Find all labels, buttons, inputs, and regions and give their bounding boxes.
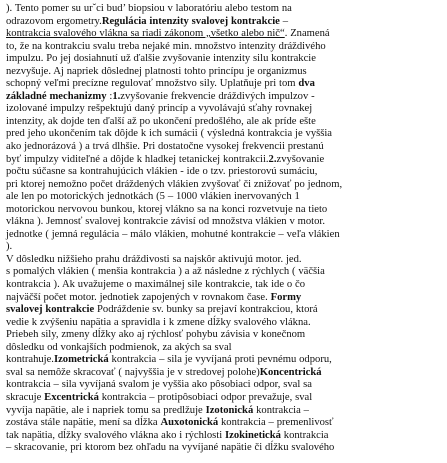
underlined-text-run: kontrakcia svalového vlákna sa riadi zákonom „všetko alebo nič“	[6, 28, 285, 40]
text-run: ale len po motorických jednotkách (5 – 1000 vlákien inervovaných 1	[6, 191, 300, 203]
text-line	[6, 78, 440, 91]
text-run: odrazovom ergometry.	[6, 15, 102, 27]
bold-text-run: Izometrická	[53, 354, 109, 366]
text-run: najväčší počet motor. jednotiek zapojených v rovnakom čase.	[6, 291, 271, 303]
text-run: kontrakcia – protipôsobiaci odpor prevažuje, sval	[98, 391, 313, 403]
text-run: :	[106, 90, 113, 102]
text-line	[6, 292, 440, 305]
text-line	[6, 166, 440, 179]
text-run: vedie k zvýšeniu napätia a spravidla i k zmene dĺžky svalového vlákna.	[6, 316, 311, 328]
text-run: nezvyšuje. Aj napriek dôslednej platnosti tohto princípu je organizmus	[6, 65, 307, 77]
bold-text-run: 1.	[112, 90, 121, 102]
text-run: kontrakcia – premenlivosť	[218, 417, 334, 429]
bold-text-run: Izokinetická	[225, 429, 281, 441]
text-run: to, že na kontrakciu svalu treba nejaké min. množstvo intenzity dráždivého	[6, 40, 326, 52]
text-line	[6, 141, 440, 154]
text-line	[6, 254, 440, 267]
bold-text-run: Formy	[270, 291, 302, 303]
text-line	[6, 179, 440, 192]
text-line	[6, 128, 440, 141]
text-run: ako jednorázová ) a trvá dlhšie. Pri dostatočne vysokej frekvencii prestanú	[6, 141, 324, 153]
text-run: kontrakcia	[280, 429, 329, 441]
text-line	[6, 204, 440, 217]
text-run: pri ktorej nemožno počet dráždených vlákien zvyšovať či znižovať po jednom,	[6, 178, 343, 190]
text-run: kontrakcia – sila vyvíjaná svalom je vyššia ako pôsobiaci odpor, sval sa	[6, 379, 312, 391]
text-line	[6, 417, 440, 430]
text-run: impulzu. Po jej dosiahnutí už ďalšie zvyšovanie intenzity silu kontrakcie	[6, 53, 316, 65]
text-run: dôsledku od vonkajších podmienok, za akých sa sval	[6, 341, 232, 353]
text-line	[6, 279, 440, 292]
bold-text-run: Koncentrická	[259, 366, 322, 378]
text-line	[6, 317, 440, 330]
text-line	[6, 379, 440, 392]
bold-text-run: 2.	[268, 153, 277, 165]
bold-text-run: Auxotonická	[160, 417, 219, 429]
text-run: Podráždenie sv. bunky sa prejaví kontrakciou, ktorá	[94, 304, 318, 316]
text-line	[6, 53, 440, 66]
bold-text-run: Izotonická	[205, 404, 254, 416]
text-run: skracuje	[6, 391, 45, 403]
text-line	[6, 266, 440, 279]
text-run: . Znamená	[284, 28, 330, 40]
bold-text-run: svalovej kontrakcie	[6, 304, 95, 316]
text-run: zvyšovanie frekvencie dráždivých impulzov -	[120, 90, 315, 102]
text-line	[6, 154, 440, 167]
text-line	[6, 41, 440, 54]
text-run: zvyšovanie	[276, 153, 325, 165]
text-line	[6, 216, 440, 229]
text-run: izolované impulzy rešpektujú daný princíp a vyvolávajú sťahy rovnakej	[6, 103, 313, 115]
text-line	[6, 91, 440, 104]
text-line	[6, 241, 440, 254]
text-run: kontrahuje.	[6, 354, 54, 366]
body-paragraph	[6, 3, 440, 455]
bold-text-run: Regulácia intenzity svalovej kontrakcie	[101, 15, 280, 27]
bold-text-run: Excentrická	[44, 391, 99, 403]
text-run: jednotke ( jemná regulácia – málo vlákien, mohutné kontrakcie – veľa vlákien	[6, 228, 340, 240]
text-run: intenzity, ak dojde ten ďalší až po ukončení predošlého, ale ak príde ešte	[6, 115, 316, 127]
text-line	[6, 16, 440, 29]
text-line	[6, 28, 440, 41]
text-run: pred jeho ukončením tak dôjde k ich sumácii ( výsledná kontrakcia je vyššia	[6, 128, 333, 140]
text-run: kontrakcia ). Ak uvažujeme o maximálnej sile kontrakcie, tak ide o čo	[6, 279, 306, 291]
text-run: ).	[6, 241, 13, 253]
text-run: s pomalých vlákien ( menšia kontrakcia ) a až následne z rýchlych ( väčšia	[6, 266, 325, 278]
text-line	[6, 367, 440, 380]
text-run: – skracovanie, pri ktorom bez ohľadu na vyvíjané napätie či dĺžku svalového	[6, 442, 335, 454]
text-run: Priebeh sily, zmeny dĺžky ako aj rýchlosť pohybu závisia v konečnom	[6, 329, 306, 341]
text-line	[6, 191, 440, 204]
text-run: schopný veľmi precízne regulovať množstvo sily. Uplatňuje pri tom	[6, 78, 299, 90]
text-line	[6, 103, 440, 116]
text-run: vyvíja napätie, ale i napriek tomu sa predlžuje	[6, 404, 206, 416]
text-line	[6, 329, 440, 342]
text-line	[6, 304, 440, 317]
text-line	[6, 354, 440, 367]
text-line	[6, 430, 440, 443]
text-line	[6, 66, 440, 79]
text-run: vlákna ). Jemnosť svalovej kontrakcie závisí od množstva vlákien v motor.	[6, 216, 325, 228]
text-line	[6, 3, 440, 16]
text-line	[6, 405, 440, 418]
text-run: kontrakcia – sila je vyvíjaná proti pevnému odporu,	[108, 354, 332, 366]
text-run: tak napätia, dĺžky svalového vlákna ako i rýchlosti	[6, 429, 226, 441]
text-line	[6, 229, 440, 242]
text-line	[6, 442, 440, 455]
text-run: ). Tento pomer su urˇci bud’ biopsiou v laboratóriu alebo testom na	[6, 3, 292, 14]
text-run: –	[279, 15, 288, 27]
text-run: V dôsledku nižšieho prahu dráždivosti sa najskôr aktivujú motor. jed.	[6, 253, 302, 265]
text-run: kontrakcia –	[253, 404, 309, 416]
bold-text-run: základné mechanizmy	[6, 90, 107, 102]
text-line	[6, 392, 440, 405]
text-run: zostáva stále napätie, mení sa dĺžka	[6, 417, 161, 429]
text-line	[6, 116, 440, 129]
text-run: byť impulzy viditeľné a dôjde k hladkej tetanickej kontrakcii.	[6, 153, 269, 165]
text-run: počtu súčasne sa kontrahujúcich vlákien - ide o tzv. priestorovú sumáciu,	[6, 166, 318, 178]
text-run: sval sa nemôže skracovať ( najvyššia je v stredovej polohe)	[6, 366, 260, 378]
bold-text-run: dva	[298, 78, 315, 90]
text-run: motorickou nervovou bunkou, ktorej vlákno sa na konci rozvetvuje na tieto	[6, 203, 328, 215]
text-line	[6, 342, 440, 355]
